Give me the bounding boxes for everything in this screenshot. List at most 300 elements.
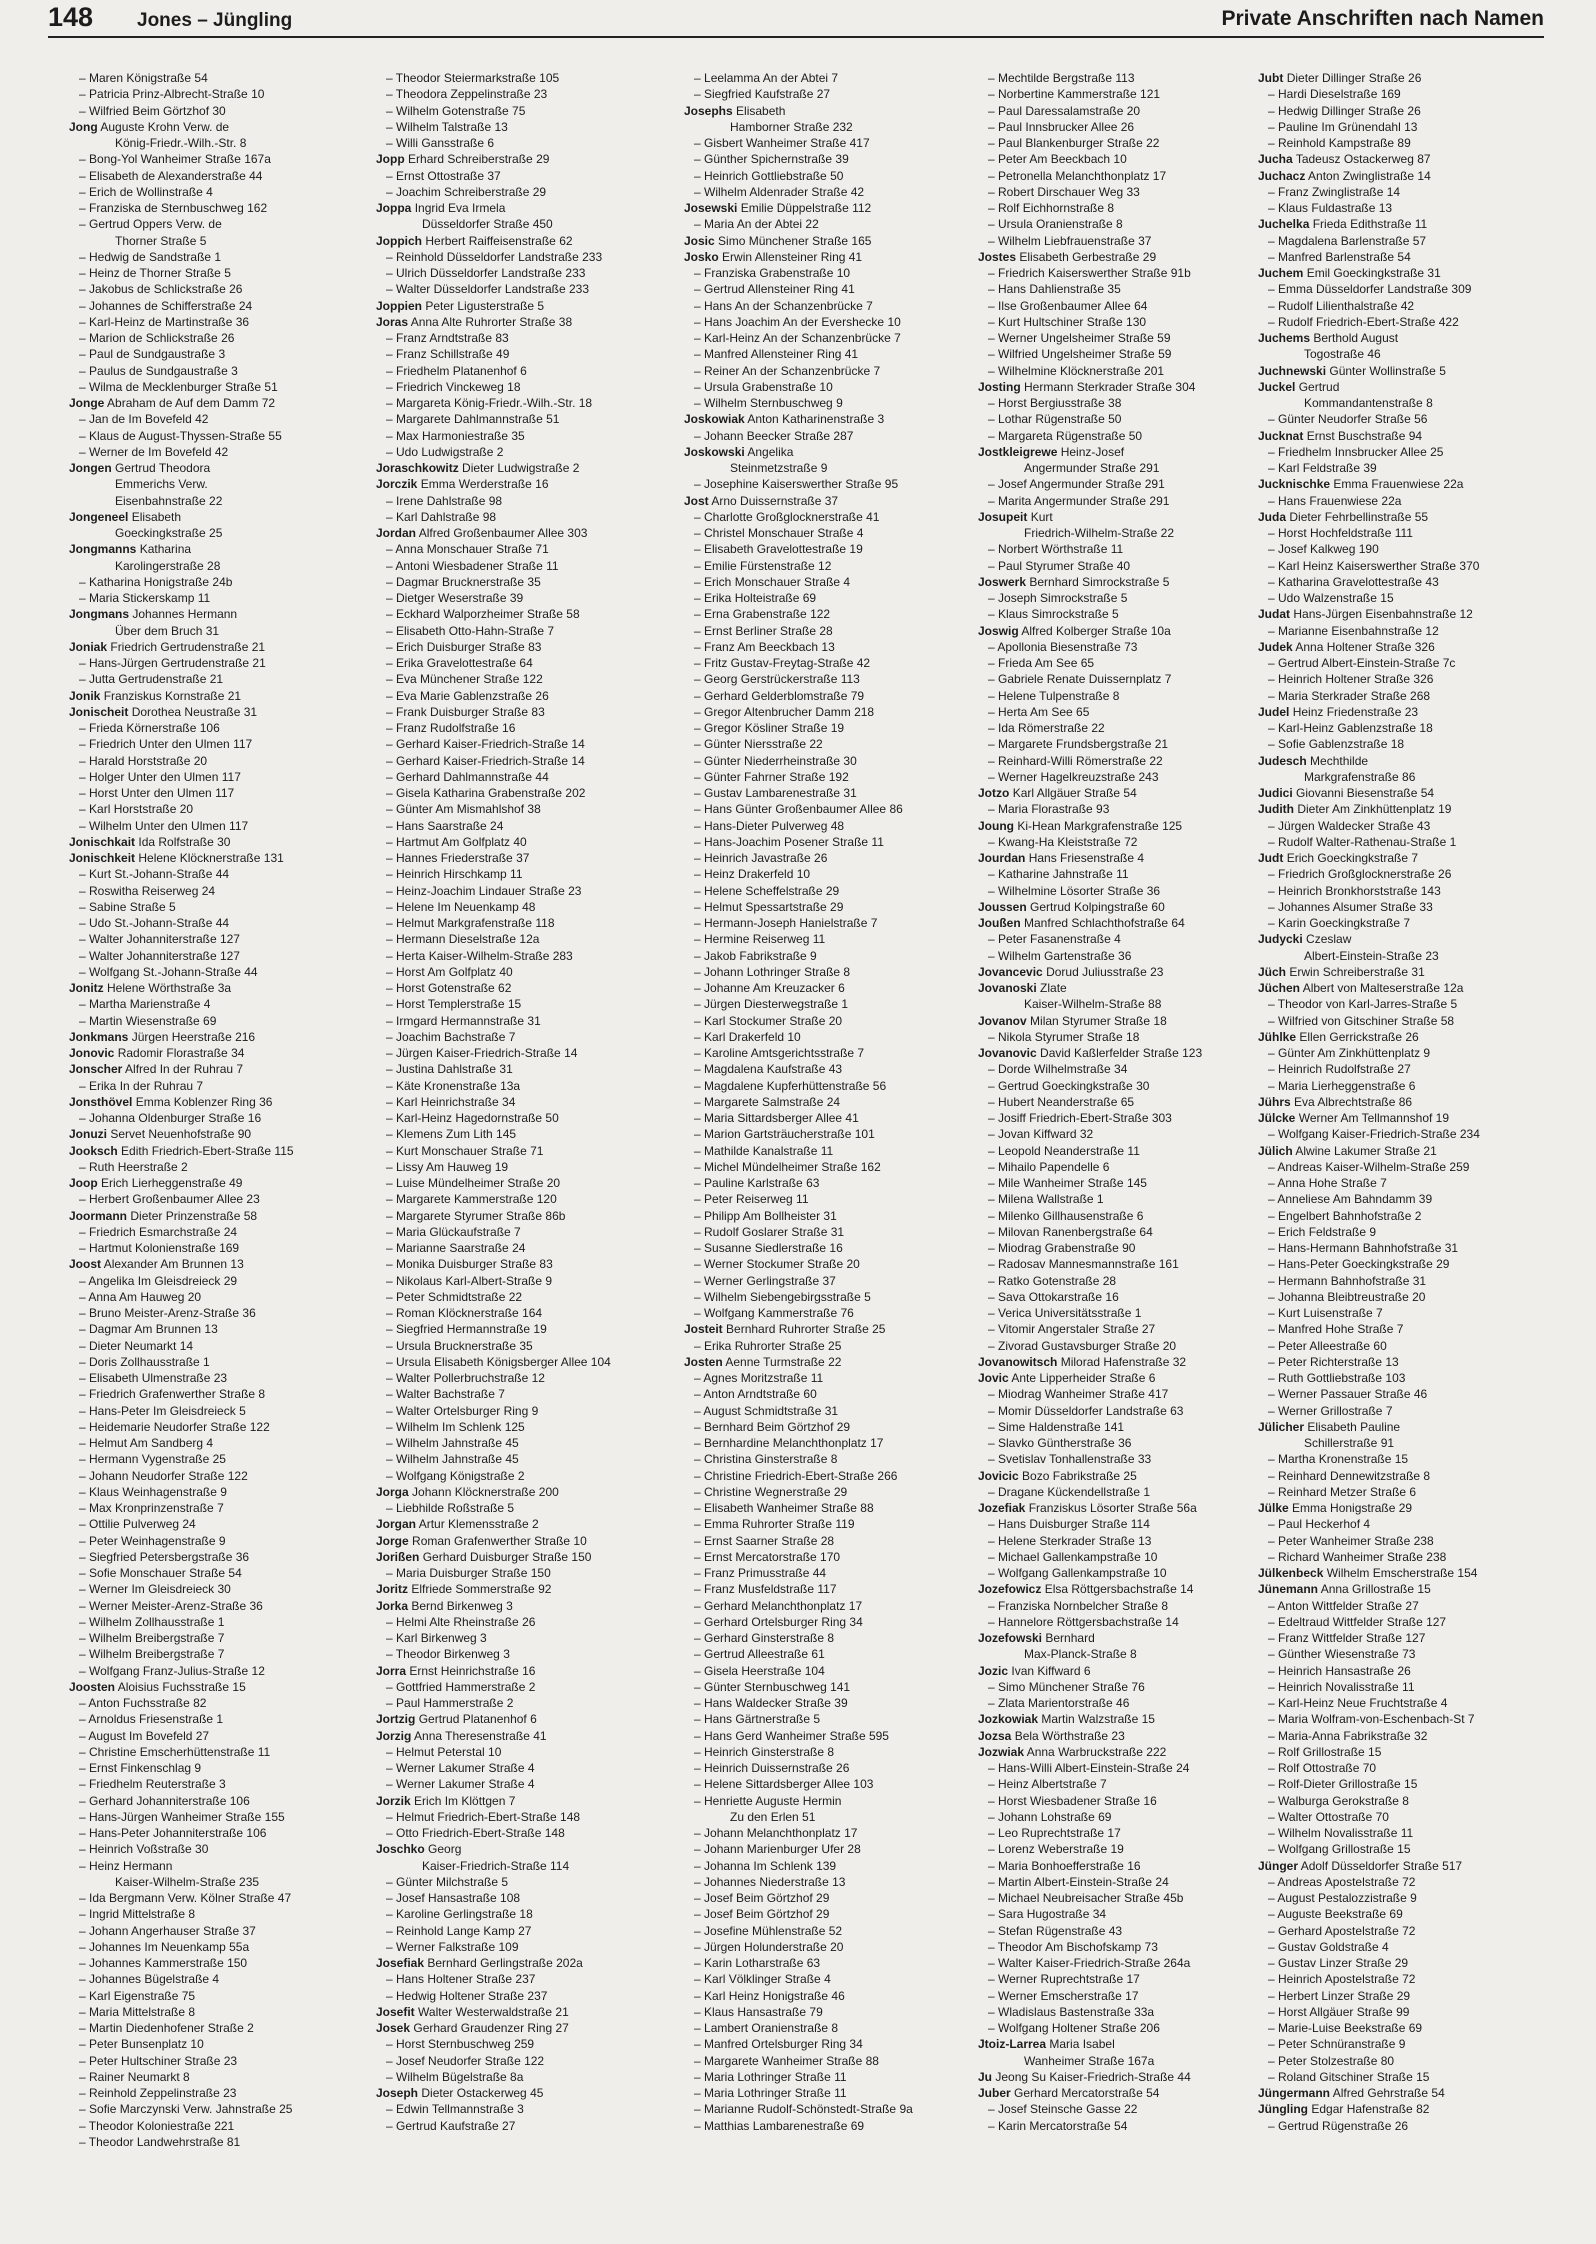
ditto-dash: – — [694, 623, 705, 638]
entry-text: Friedrich-Wilhelm-Straße 22 — [1024, 526, 1175, 540]
ditto-dash: – — [988, 2118, 999, 2133]
surname: Josephs — [684, 103, 733, 118]
ditto-dash: – — [386, 71, 396, 85]
ditto-dash: – — [1268, 672, 1279, 687]
directory-entry — [978, 1338, 1266, 1354]
directory-entry — [376, 996, 664, 1012]
ditto-dash: – — [988, 1192, 999, 1207]
directory-entry — [1258, 1126, 1546, 1142]
directory-entry-surname — [684, 1321, 972, 1337]
directory-entry — [684, 1273, 972, 1289]
directory-entry — [376, 1744, 664, 1760]
ditto-dash: – — [694, 2004, 705, 2019]
directory-entry — [376, 395, 664, 411]
entry-text: Theodor Birkenweg 3 — [395, 1647, 510, 1662]
directory-entry — [376, 1646, 664, 1662]
ditto-dash: – — [79, 1192, 90, 1207]
directory-entry — [978, 119, 1266, 135]
surname: Jonitz — [69, 981, 104, 995]
directory-entry — [69, 801, 357, 817]
entry-text: Werner Ruprechtstraße 17 — [998, 1972, 1140, 1987]
directory-entry — [69, 1516, 357, 1532]
entry-text: Kurt Monschauer Straße 71 — [396, 1143, 544, 1158]
entry-text: Erich Lierheggenstraße 49 — [101, 1176, 243, 1190]
ditto-dash: – — [988, 1809, 999, 1824]
directory-entry — [978, 769, 1266, 785]
entry-text: Paul Blankenburger Straße 22 — [998, 136, 1160, 150]
entry-text: Gregor Kösliner Straße 19 — [704, 721, 845, 735]
ditto-dash: – — [386, 704, 397, 719]
ditto-dash: – — [1268, 899, 1279, 914]
entry-text: Erich de Wollinstraße 4 — [89, 184, 213, 199]
entry-text: Marita Angermunder Straße 291 — [998, 493, 1170, 508]
directory-entry — [684, 1256, 972, 1272]
ditto-dash: – — [79, 1111, 90, 1125]
entry-text: Jürgen Kaiser-Friedrich-Straße 14 — [396, 1046, 578, 1060]
directory-entry — [69, 915, 357, 931]
directory-entry — [69, 1971, 357, 1987]
ditto-dash: – — [386, 834, 397, 849]
entry-text: Werner Gerlingstraße 37 — [704, 1273, 836, 1288]
entry-text: Wilhelm Talstraße 13 — [396, 119, 508, 134]
directory-entry-surname — [69, 1126, 357, 1142]
entry-text: Günter Niederrheinstraße 30 — [704, 753, 857, 768]
entry-text: Klemens Zum Lith 145 — [396, 1127, 517, 1142]
entry-text: Ernst Finkenschlag 9 — [89, 1761, 202, 1775]
ditto-dash: – — [1268, 1923, 1279, 1938]
entry-text: Werner Emscherstraße 17 — [998, 1988, 1139, 2003]
entry-text: Dieter Ostackerweg 45 — [421, 2086, 544, 2100]
entry-text: Holger Unter den Ulmen 117 — [89, 769, 241, 784]
entry-text: Anna Monschauer Straße 71 — [395, 542, 549, 557]
ditto-dash: – — [694, 964, 705, 979]
entry-text: Karl Dahlstraße 98 — [396, 509, 497, 524]
entry-text: Horst Templerstraße 15 — [396, 997, 522, 1012]
entry-text: Maria Bonhoefferstraße 16 — [998, 1858, 1141, 1873]
ditto-dash: – — [988, 1533, 999, 1548]
entry-text: Gerhard Duisburger Straße 150 — [422, 1549, 592, 1564]
directory-entry — [978, 1484, 1266, 1500]
surname: Josupeit — [978, 509, 1028, 524]
ditto-dash: – — [694, 266, 705, 280]
directory-entry — [684, 590, 972, 606]
ditto-dash: – — [1268, 1939, 1279, 1954]
entry-text: Maria Lierheggenstraße 6 — [1278, 1078, 1416, 1093]
directory-entry — [978, 1208, 1266, 1224]
ditto-dash: – — [694, 834, 705, 849]
entry-text: Wilhelm Liebfrauenstraße 37 — [998, 233, 1152, 248]
directory-entry — [978, 558, 1266, 574]
directory-entry — [1258, 736, 1546, 752]
directory-entry — [376, 1890, 664, 1906]
surname: Jorra — [376, 1663, 407, 1678]
directory-entry — [978, 1858, 1266, 1874]
entry-text: Werner Stockumer Straße 20 — [704, 1257, 860, 1272]
ditto-dash: – — [694, 152, 705, 167]
ditto-dash: – — [988, 1029, 999, 1044]
directory-entry — [1258, 2036, 1546, 2052]
entry-text: Karin Mercatorstraße 54 — [998, 2118, 1128, 2133]
entry-text: Karl Horststraße 20 — [89, 802, 194, 817]
directory-entry-surname — [376, 1549, 664, 1565]
surname: Jüngermann — [1258, 2086, 1331, 2100]
directory-entry — [684, 363, 972, 379]
entry-text: Thorner Straße 5 — [115, 233, 207, 248]
ditto-dash: – — [1268, 1468, 1279, 1483]
entry-text: Georg Gerstrückerstraße 113 — [704, 672, 860, 687]
ditto-dash: – — [694, 1029, 705, 1044]
ditto-dash: – — [386, 1143, 397, 1158]
directory-entry-surname — [978, 2085, 1266, 2101]
directory-entry — [1258, 1695, 1546, 1711]
directory-entry — [684, 1549, 972, 1565]
ditto-dash: – — [1268, 721, 1279, 735]
directory-entry — [1258, 1078, 1546, 1094]
ditto-dash: – — [988, 1842, 999, 1857]
entry-text: August Pestalozzistraße 9 — [1277, 1891, 1417, 1905]
ditto-dash: – — [694, 1452, 705, 1467]
entry-text: Sofie Monschauer Straße 54 — [89, 1566, 242, 1580]
directory-entry — [376, 1386, 664, 1402]
entry-text: Togostraße 46 — [1304, 347, 1381, 362]
directory-entry — [978, 86, 1266, 102]
entry-text: Dragane Kückendellstraße 1 — [998, 1484, 1151, 1499]
directory-entry — [684, 1143, 972, 1159]
entry-text: Reinhard-Willi Römerstraße 22 — [998, 753, 1163, 768]
directory-entry — [978, 1289, 1266, 1305]
ditto-dash: – — [1268, 737, 1279, 752]
entry-text: Karl Birkenweg 3 — [396, 1631, 487, 1645]
directory-entry — [69, 1955, 357, 1971]
ditto-dash: – — [79, 152, 90, 167]
ditto-dash: – — [1268, 1078, 1279, 1093]
entry-text: Wilhelm Gotenstraße 75 — [396, 103, 526, 118]
ditto-dash: – — [79, 916, 90, 930]
ditto-dash: – — [79, 883, 90, 898]
surname: Josic — [684, 233, 715, 248]
ditto-dash: – — [386, 103, 397, 118]
ditto-dash: – — [79, 786, 90, 800]
surname: Joskowiak — [684, 412, 745, 427]
entry-text: Lorenz Weberstraße 19 — [998, 1842, 1124, 1857]
entry-text: Franz Am Beeckbach 13 — [704, 639, 835, 654]
entry-text: Dagmar Brucknerstraße 35 — [396, 574, 541, 589]
entry-text: Bozo Fabrikstraße 25 — [1022, 1468, 1137, 1483]
entry-text: Alwine Lakumer Straße 21 — [1295, 1143, 1437, 1158]
ditto-dash: – — [1268, 558, 1279, 573]
ditto-dash: – — [1268, 103, 1279, 118]
ditto-dash: – — [79, 1241, 90, 1255]
entry-text: Hannes Friederstraße 37 — [396, 851, 530, 865]
directory-entry — [69, 931, 357, 947]
directory-entry — [376, 1338, 664, 1354]
directory-entry — [978, 1256, 1266, 1272]
ditto-dash: – — [79, 1891, 90, 1905]
entry-text: Irene Dahlstraße 98 — [396, 493, 503, 508]
directory-entry-surname — [376, 1793, 664, 1809]
entry-text: Markgrafenstraße 86 — [1304, 769, 1416, 784]
directory-entry-surname — [1258, 1858, 1546, 1874]
ditto-dash: – — [79, 737, 90, 752]
ditto-dash: – — [79, 1939, 90, 1954]
directory-entry — [1258, 1159, 1546, 1175]
entry-text: Magdalena Barlenstraße 57 — [1278, 233, 1427, 248]
ditto-dash: – — [694, 1744, 705, 1759]
directory-entry — [376, 720, 664, 736]
entry-text: Reinhold Kampstraße 89 — [1278, 136, 1411, 150]
ditto-dash: – — [694, 802, 705, 817]
entry-text: Lothar Rügenstraße 50 — [998, 412, 1122, 427]
ditto-dash: – — [79, 331, 90, 345]
directory-entry — [376, 1679, 664, 1695]
surname: Jovanovic — [978, 1046, 1037, 1060]
entry-text: Peter Alleestraße 60 — [1278, 1338, 1387, 1353]
ditto-dash: – — [988, 1338, 999, 1353]
entry-text: Marion Gartsträucherstraße 101 — [704, 1127, 875, 1142]
directory-entry — [978, 1565, 1266, 1581]
directory-entry — [69, 1191, 357, 1207]
entry-text: Milorad Hafenstraße 32 — [1060, 1354, 1187, 1369]
directory-entry-surname — [69, 704, 357, 720]
entry-text: Werner Falkstraße 109 — [396, 1939, 519, 1954]
entry-text: Walter Westerwaldstraße 21 — [418, 2004, 569, 2019]
directory-entry — [69, 1549, 357, 1565]
directory-entry-continuation — [69, 493, 357, 509]
entry-text: Dietger Weserstraße 39 — [396, 591, 524, 605]
entry-text: Giovanni Biesenstraße 54 — [1296, 786, 1435, 800]
ditto-dash: – — [694, 591, 705, 605]
entry-text: Paulus de Sundgaustraße 3 — [89, 363, 238, 378]
directory-entry — [376, 1029, 664, 1045]
directory-entry — [69, 818, 357, 834]
ditto-dash: – — [79, 753, 90, 768]
directory-entry-surname — [376, 460, 664, 476]
ditto-dash: – — [694, 1679, 705, 1694]
directory-entry — [684, 1890, 972, 1906]
directory-entry-surname — [1258, 1419, 1546, 1435]
directory-entry — [684, 509, 972, 525]
directory-entry — [1258, 1451, 1546, 1467]
ditto-dash: – — [988, 688, 999, 703]
entry-text: Jan de Im Bovefeld 42 — [89, 412, 209, 427]
entry-text: Mathilde Kanalstraße 11 — [704, 1143, 834, 1158]
entry-text: Zlata Marientorstraße 46 — [998, 1696, 1130, 1710]
entry-text: Peter Fasanenstraße 4 — [998, 932, 1121, 947]
entry-text: Walter Bachstraße 7 — [396, 1387, 505, 1402]
entry-text: Maria Lothringer Straße 11 — [704, 2069, 847, 2084]
directory-entry — [376, 1061, 664, 1077]
directory-entry — [684, 1029, 972, 1045]
ditto-dash: – — [1268, 834, 1279, 849]
directory-entry — [376, 1468, 664, 1484]
directory-entry — [684, 525, 972, 541]
entry-text: Karl Stockumer Straße 20 — [704, 1013, 843, 1028]
ditto-dash: – — [988, 883, 999, 898]
directory-entry — [684, 1695, 972, 1711]
surname: Jonik — [69, 688, 101, 703]
ditto-dash: – — [1268, 1842, 1279, 1857]
directory-entry — [69, 411, 357, 427]
ditto-dash: – — [1268, 2004, 1279, 2019]
entry-text: Wolfgang Königstraße 2 — [396, 1468, 525, 1483]
directory-entry — [978, 411, 1266, 427]
directory-entry — [684, 1126, 972, 1142]
entry-text: Josiff Friedrich-Ebert-Straße 303 — [998, 1111, 1172, 1125]
ditto-dash: – — [694, 639, 705, 654]
directory-entry — [978, 1549, 1266, 1565]
directory-entry — [1258, 281, 1546, 297]
directory-entry — [684, 1045, 972, 1061]
entry-text: Horst Allgäuer Straße 99 — [1278, 2004, 1410, 2019]
directory-entry — [376, 1013, 664, 1029]
entry-text: Maria Sterkrader Straße 268 — [1278, 688, 1431, 703]
ditto-dash: – — [79, 1647, 90, 1662]
entry-text: Wilhelm Siebengebirgsstraße 5 — [704, 1289, 871, 1304]
entry-text: Antoni Wiesbadener Straße 11 — [395, 558, 559, 573]
ditto-dash: – — [1268, 1403, 1279, 1418]
directory-entry — [1258, 103, 1546, 119]
entry-text: Hans Günter Großenbaumer Allee 86 — [704, 802, 903, 817]
entry-text: Ruth Gottliebstraße 103 — [1278, 1371, 1406, 1385]
entry-text: Udo Ludwigstraße 2 — [396, 444, 504, 459]
entry-text: Gertrud Rügenstraße 26 — [1278, 2118, 1409, 2133]
ditto-dash: – — [386, 737, 397, 752]
entry-text: Wilhelm Novalisstraße 11 — [1278, 1826, 1414, 1840]
ditto-dash: – — [386, 1046, 397, 1060]
entry-text: Wilhelm Jahnstraße 45 — [396, 1452, 519, 1467]
directory-entry — [69, 590, 357, 606]
directory-entry — [376, 655, 664, 671]
directory-entry — [1258, 1224, 1546, 1240]
entry-text: Dorde Wilhelmstraße 34 — [998, 1062, 1128, 1077]
ditto-dash: – — [694, 1159, 705, 1174]
directory-entry — [978, 1679, 1266, 1695]
directory-entry-surname — [69, 606, 357, 622]
entry-text: Heinz Albertstraße 7 — [998, 1777, 1107, 1792]
entry-text: Johannes Niederstraße 13 — [704, 1874, 846, 1889]
directory-entry — [376, 70, 664, 86]
directory-entry — [978, 428, 1266, 444]
directory-entry — [978, 395, 1266, 411]
ditto-dash: – — [694, 1631, 705, 1645]
ditto-dash: – — [386, 1403, 397, 1418]
directory-entry — [978, 883, 1266, 899]
entry-text: Roman Klöcknerstraße 164 — [396, 1306, 543, 1320]
directory-entry — [376, 249, 664, 265]
surname: Judat — [1258, 607, 1291, 622]
ditto-dash: – — [79, 932, 90, 947]
directory-entry-surname — [376, 2085, 664, 2101]
entry-text: Emma Koblenzer Ring 36 — [135, 1094, 273, 1109]
entry-text: Gertrud Allensteiner Ring 41 — [704, 282, 855, 297]
surname: Jührs — [1258, 1094, 1291, 1109]
surname: Joußen — [978, 916, 1021, 930]
directory-entry-surname — [1258, 1029, 1546, 1045]
entry-text: Kommandantenstraße 8 — [1304, 396, 1433, 410]
directory-entry-surname — [376, 233, 664, 249]
ditto-dash: – — [694, 1858, 705, 1873]
directory-entry — [376, 1614, 664, 1630]
entry-text: Friedrich Vinckeweg 18 — [396, 379, 521, 394]
ditto-dash: – — [1268, 1988, 1279, 2003]
ditto-dash: – — [386, 1224, 397, 1239]
ditto-dash: – — [988, 1679, 999, 1694]
surname: Jozefiak — [978, 1501, 1026, 1515]
directory-entry — [69, 346, 357, 362]
directory-entry-continuation — [1258, 948, 1546, 964]
surname: Jozefowicz — [978, 1582, 1042, 1597]
entry-text: August Schmidtstraße 31 — [703, 1403, 839, 1418]
directory-entry — [978, 298, 1266, 314]
entry-text: Karl Völklinger Straße 4 — [704, 1972, 831, 1987]
directory-entry — [69, 1663, 357, 1679]
directory-entry-continuation — [69, 525, 357, 541]
entry-text: Hans-Peter Im Gleisdreieck 5 — [89, 1403, 246, 1418]
surname: Judici — [1258, 786, 1293, 800]
ditto-dash: – — [79, 1907, 90, 1922]
entry-text: Margarete Dahlmannstraße 51 — [396, 412, 560, 427]
directory-entry — [978, 1110, 1266, 1126]
directory-entry — [376, 1565, 664, 1581]
surname: Judek — [1258, 639, 1293, 654]
entry-text: Karl-Heinz Gablenzstraße 18 — [1278, 721, 1433, 735]
directory-entry — [978, 1451, 1266, 1467]
entry-text: Maria Stickerskamp 11 — [89, 591, 211, 605]
entry-text: Joachim Schreiberstraße 29 — [396, 184, 547, 199]
entry-text: Harald Horststraße 20 — [89, 753, 208, 768]
directory-entry-surname — [69, 1029, 357, 1045]
directory-entry — [978, 1825, 1266, 1841]
directory-entry — [376, 850, 664, 866]
directory-entry — [376, 1988, 664, 2004]
entry-text: Bernhardine Melanchthonplatz 17 — [704, 1436, 884, 1450]
surname: Jong — [69, 119, 98, 134]
entry-text: Agnes Moritzstraße 11 — [703, 1371, 824, 1385]
surname: Jost — [684, 493, 709, 508]
entry-text: Dorothea Neustraße 31 — [131, 704, 258, 719]
directory-entry — [69, 86, 357, 102]
entry-text: Gertrud Kaufstraße 27 — [396, 2118, 516, 2133]
ditto-dash: – — [386, 639, 397, 654]
directory-entry — [376, 899, 664, 915]
ditto-dash: – — [1268, 1826, 1279, 1840]
ditto-dash: – — [386, 1322, 397, 1337]
entry-text: Hans Waldecker Straße 39 — [704, 1696, 848, 1710]
directory-entry — [978, 704, 1266, 720]
surname: Juda — [1258, 509, 1287, 524]
directory-entry — [684, 883, 972, 899]
directory-entry — [684, 330, 972, 346]
entry-text: Herbert Raiffeisenstraße 62 — [425, 233, 573, 248]
directory-entry — [684, 314, 972, 330]
directory-entry-surname — [69, 1208, 357, 1224]
entry-text: Elsa Röttgersbachstraße 14 — [1044, 1582, 1194, 1597]
directory-entry-surname — [978, 379, 1266, 395]
surname: Jucknischke — [1258, 477, 1331, 492]
entry-text: Jakobus de Schlickstraße 26 — [89, 282, 243, 297]
entry-text: Horst Wiesbadener Straße 16 — [998, 1793, 1157, 1808]
entry-text: Margarete Wanheimer Straße 88 — [704, 2053, 879, 2068]
ditto-dash: – — [988, 1159, 999, 1174]
ditto-dash: – — [694, 1176, 705, 1190]
ditto-dash: – — [694, 347, 705, 362]
directory-entry — [684, 151, 972, 167]
entry-text: Gerhard Mercatorstraße 54 — [1014, 2086, 1160, 2100]
ditto-dash: – — [386, 1208, 397, 1223]
ditto-dash: – — [988, 298, 999, 313]
directory-entry — [684, 1841, 972, 1857]
entry-text: Heinrich Gottliebstraße 50 — [704, 168, 844, 183]
